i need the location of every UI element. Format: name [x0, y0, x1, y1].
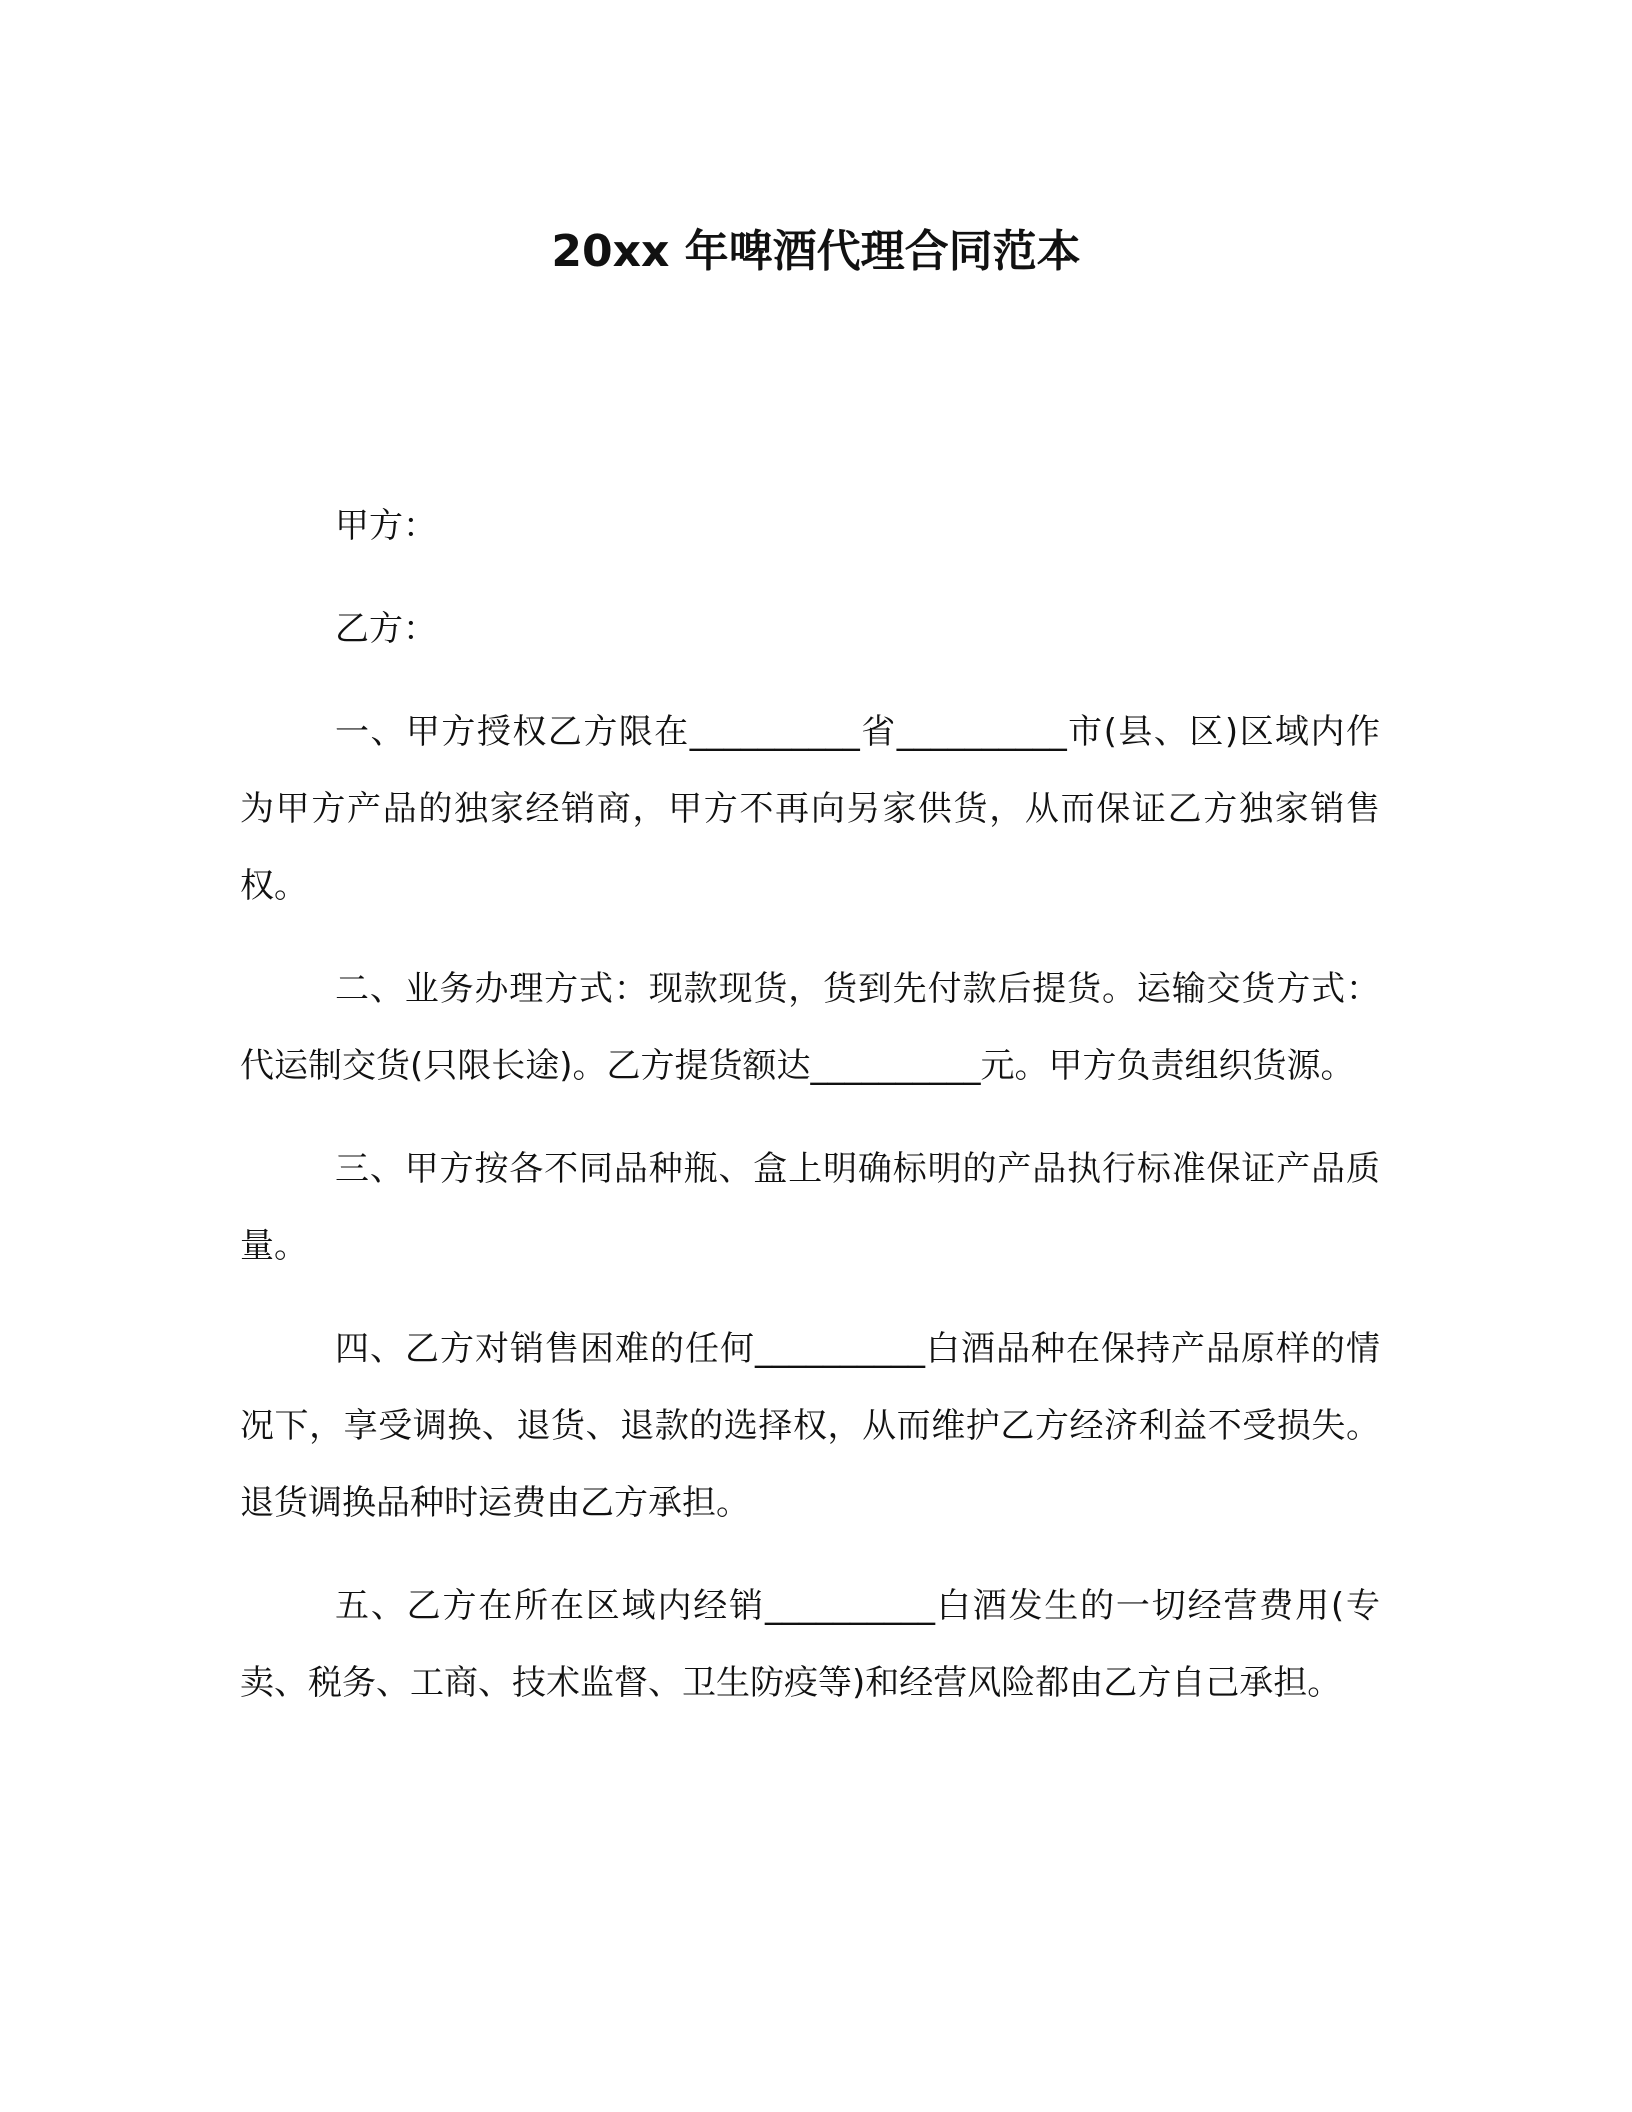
clause-1: 一、甲方授权乙方限在__________省__________市(县、区)区域内作为甲方产品的独家经销商，甲方不再向另家供货，从而保证乙方独家销售权。	[240, 712, 1380, 906]
party-a-label: 甲方：	[335, 506, 437, 546]
document-body	[240, 488, 1380, 1748]
clause-4: 四、乙方对销售困难的任何__________白酒品种在保持产品原样的情况下，享受调换、退货、退款的选择权，从而维护乙方经济利益不受损失。退货调换品种时运费由乙方承担。	[240, 1329, 1380, 1523]
document-title: 20xx 年啤酒代理合同范本	[551, 226, 1081, 277]
party-b-line	[240, 591, 1380, 668]
party-b-label: 乙方：	[335, 609, 437, 649]
clause-2: 二、业务办理方式：现款现货，货到先付款后提货。运输交货方式：代运制交货(只限长途)。乙方提货额达__________元。甲方负责组织货源。	[240, 969, 1380, 1086]
party-a-line	[240, 488, 1380, 565]
clause-3: 三、甲方按各不同品种瓶、盒上明确标明的产品执行标准保证产品质量。	[240, 1149, 1380, 1266]
clause-5: 五、乙方在所在区域内经销__________白酒发生的一切经营费用(专卖、税务、工商、技术监督、卫生防疫等)和经营风险都由乙方自己承担。	[240, 1586, 1380, 1703]
